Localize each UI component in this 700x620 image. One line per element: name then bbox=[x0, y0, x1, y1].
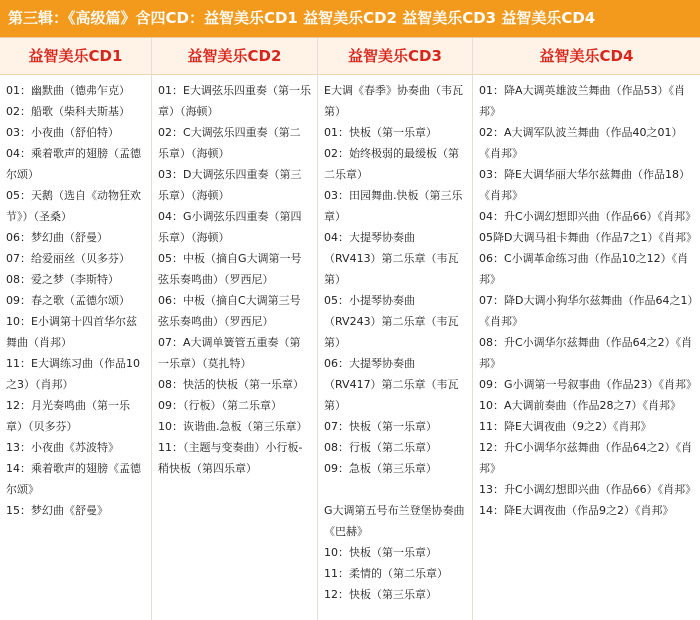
track-item: 03：降E大调华丽大华尔兹舞曲（作品18）《肖邦》 bbox=[479, 168, 690, 202]
track-item: 10：E小调第十四首华尔兹舞曲（肖邦） bbox=[6, 315, 137, 349]
track-item: 09：急板（第三乐章） bbox=[324, 462, 437, 475]
track-item: 05降D大调马祖卡舞曲（作品7之1）《肖邦》 bbox=[479, 231, 697, 244]
track-item: 06：大提琴协奏曲（RV417）第二乐章（韦瓦第） bbox=[324, 357, 459, 412]
track-item: 03：小夜曲（舒伯特） bbox=[6, 126, 119, 139]
track-item: 06：梦幻曲（舒曼） bbox=[6, 231, 108, 244]
track-item: 02：A大调军队波兰舞曲（作品40之01）《肖邦》 bbox=[479, 126, 683, 160]
track-item: 06：C小调革命练习曲（作品10之12）《肖邦》 bbox=[479, 252, 689, 286]
column-cd3 bbox=[318, 38, 473, 620]
track-item: 06：中板（摘自C大调第三号弦乐奏鸣曲）（罗西尼） bbox=[158, 294, 301, 328]
track-item: 14：乘着歌声的翅膀《孟德尔颂》 bbox=[6, 462, 141, 496]
track-item: 08：爱之梦（李斯特） bbox=[6, 273, 119, 286]
column-title: 益智美乐CD2 bbox=[152, 38, 317, 75]
track-item: 07：快板（第一乐章） bbox=[324, 420, 437, 433]
track-item: 15：梦幻曲《舒曼》 bbox=[6, 504, 108, 517]
track-item: 04：乘着歌声的翅膀（孟德尔颂） bbox=[6, 147, 141, 181]
track-list bbox=[318, 75, 472, 605]
track-item: 04：大提琴协奏曲（RV413）第二乐章（韦瓦第） bbox=[324, 231, 459, 286]
track-item: 13：升C小调幻想即兴曲（作品66）《肖邦》 bbox=[479, 483, 697, 496]
track-item: 05：天鹅（选自《动物狂欢节》）（圣桑） bbox=[6, 189, 141, 223]
track-item: 08：行板（第二乐章） bbox=[324, 441, 437, 454]
track-item: 07：A大调单簧管五重奏（第一乐章）（莫扎特） bbox=[158, 336, 301, 370]
track-item: 02：C大调弦乐四重奏（第二乐章）（海顿） bbox=[158, 126, 301, 160]
track-item: E大调《春季》协奏曲（韦瓦第） bbox=[324, 84, 463, 118]
track-list bbox=[152, 75, 317, 479]
track-item: 12：升C小调华尔兹舞曲（作品64之2）《肖邦》 bbox=[479, 441, 693, 475]
track-item: 04：G小调弦乐四重奏（第四乐章）（海顿） bbox=[158, 210, 302, 244]
track-item: 12：快板（第三乐章） bbox=[324, 588, 437, 601]
track-item: 01：幽默曲（德弗乍克） bbox=[6, 84, 130, 97]
track-item: 11：（主题与变奏曲）小行板-稍快板（第四乐章） bbox=[158, 441, 303, 475]
track-item: 12：月光奏鸣曲（第一乐章）（贝多芬） bbox=[6, 399, 130, 433]
list-spacer bbox=[324, 479, 466, 500]
column-cd1 bbox=[0, 38, 152, 620]
track-item: 08：升C小调华尔兹舞曲（作品64之2）《肖邦》 bbox=[479, 336, 693, 370]
track-item: 03：田园舞曲.快板（第三乐章） bbox=[324, 189, 463, 223]
column-title: 益智美乐CD1 bbox=[0, 38, 151, 75]
column-title: 益智美乐CD3 bbox=[318, 38, 472, 75]
track-item: 01：E大调弦乐四重奏（第一乐章）（海顿） bbox=[158, 84, 311, 118]
track-item: 07：给爱丽丝（贝多芬） bbox=[6, 252, 130, 265]
track-item: 09：（行板）（第二乐章） bbox=[158, 399, 282, 412]
track-item: 01：快板（第一乐章） bbox=[324, 126, 437, 139]
track-item: 03：D大调弦乐四重奏（第三乐章）（海顿） bbox=[158, 168, 302, 202]
track-item: 11：E大调练习曲（作品10之3）（肖邦） bbox=[6, 357, 140, 391]
track-table bbox=[0, 37, 700, 620]
column-cd4 bbox=[473, 38, 700, 620]
track-item: 10：A大调前奏曲（作品28之7）《肖邦》 bbox=[479, 399, 682, 412]
track-item: 11：降E大调夜曲（9之2）《肖邦》 bbox=[479, 420, 652, 433]
track-list bbox=[0, 75, 151, 521]
track-item: G大调第五号布兰登堡协奏曲《巴赫》 bbox=[324, 504, 465, 538]
track-item: 09：G小调第一号叙事曲（作品23）《肖邦》 bbox=[479, 378, 698, 391]
track-item: 05：小提琴协奏曲（RV243）第二乐章（韦瓦第） bbox=[324, 294, 459, 349]
track-item: 02：船歌（柴科夫斯基） bbox=[6, 105, 130, 118]
column-title: 益智美乐CD4 bbox=[473, 38, 700, 75]
track-item: 07：降D大调小狗华尔兹舞曲（作品64之1）《肖邦》 bbox=[479, 294, 693, 328]
track-item: 10：快板（第一乐章） bbox=[324, 546, 437, 559]
track-item: 02：始终极弱的最缓板（第二乐章） bbox=[324, 147, 459, 181]
track-item: 10：诙谐曲.急板（第三乐章） bbox=[158, 420, 308, 433]
track-item: 01：降A大调英雄波兰舞曲（作品53）《肖邦》 bbox=[479, 84, 686, 118]
track-item: 11：柔情的（第二乐章） bbox=[324, 567, 448, 580]
track-item: 14：降E大调夜曲（作品9之2）《肖邦》 bbox=[479, 504, 674, 517]
track-item: 04：升C小调幻想即兴曲（作品66）《肖邦》 bbox=[479, 210, 697, 223]
track-item: 08：快活的快板（第一乐章） bbox=[158, 378, 304, 391]
track-item: 05：中板（摘自G大调第一号弦乐奏鸣曲）（罗西尼） bbox=[158, 252, 302, 286]
track-list bbox=[473, 75, 700, 521]
series-banner: 第三辑：《高级篇》含四CD：益智美乐CD1 益智美乐CD2 益智美乐CD3 益智美乐CD4 bbox=[0, 0, 700, 37]
track-item: 09：春之歌（孟德尔颂） bbox=[6, 294, 130, 307]
column-cd2 bbox=[152, 38, 318, 620]
track-item: 13：小夜曲《苏波特》 bbox=[6, 441, 119, 454]
